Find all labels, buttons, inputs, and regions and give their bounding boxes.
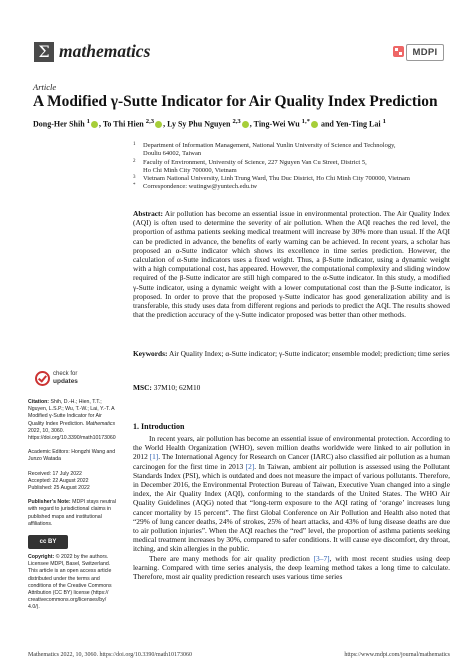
citation-doi[interactable]: 2022, 10, 3060. https://doi.org/10.3390/math10173060 [28, 427, 116, 442]
affiliation-item [133, 175, 453, 183]
text-run: . The International Agency for Research on Cancer (IARC) also classified air pollution as a human carcinogen for the first time in 2013 [133, 452, 450, 471]
keywords-text: Air Quality Index; α-Sutte indicator; γ-Sutte indicator; ensemble model; prediction; time series [168, 349, 450, 358]
author-name[interactable]: Ly Sy Phu Nguyen [167, 119, 231, 129]
citation-text: Shih, D.-H.; Hien, T.T.; Nguyen, L.S.P.; Wu, T.-W.; Lai, Y.-T. A Modified γ-Sutte Indicator for Air Quality Index Prediction. [28, 399, 115, 427]
author-affil-sup: 1 [382, 118, 386, 125]
paragraph [133, 554, 450, 582]
publisher-note [28, 499, 118, 528]
citation-journal: Mathematics [85, 420, 116, 427]
msc-text: 37M10; 62M10 [153, 383, 201, 392]
footer-journal-link[interactable]: https://www.mdpi.com/journal/mathematics [344, 652, 450, 658]
affiliation-line: Ho Chi Minh City 700000, Vietnam [143, 166, 237, 174]
affiliation-item [133, 142, 453, 159]
text-run: In recent years, air pollution has become an essential issue of environmental protection. According to the World Health Organization (WHO), seven million deaths worldwide were linked to air pollution in 2012 [133, 434, 450, 462]
orcid-icon[interactable] [242, 121, 249, 128]
footer-citation: Mathematics 2022, 10, 3060. https://doi.org/10.3390/math10173060 [28, 652, 193, 658]
citation-link[interactable]: [3–7] [313, 553, 330, 563]
author-affil-sup: 2,3 [232, 118, 241, 125]
affiliations [133, 142, 453, 192]
cc-license-badge-icon[interactable]: cc BY [28, 535, 68, 549]
orcid-icon[interactable] [155, 121, 162, 128]
author-name[interactable]: Dong-Her Shih [33, 119, 85, 129]
affiliation-number: 3 [133, 175, 136, 181]
publisher-note-label: Publisher’s Note: [28, 499, 71, 506]
mdpi-logo-text: MDPI [412, 47, 438, 58]
article-type: Article [33, 82, 57, 92]
citation-link[interactable]: [2] [245, 461, 255, 471]
copyright-label: Copyright: [28, 554, 55, 561]
affiliation-number: 2 [133, 158, 136, 164]
copyright-text: © 2022 by the authors. Licensee MDPI, Basel, Switzerland. This article is an open access article distributed under the terms and conditions of the Creative Commons Attribution (CC BY) license (https:// creativecommons.org/licenses/by/ 4.0/). [28, 554, 112, 611]
section-title: 1. Introduction [133, 422, 185, 431]
journal-name: mathematics [59, 41, 151, 61]
affiliation-item [133, 183, 453, 191]
accepted-date: Accepted: 22 August 2022 [28, 477, 89, 484]
abstract-text: Air pollution has become an essential issue in environmental protection. The Air Quality Index (AQI) is often used to determine the severity of air pollution. When the AQI reaches the red level, the proportion of asthma patients seeking medical treatment will increase by 30% more than usual. If the AQI can be predicted in advance, the benefits of early warning can be achieved. In recent years, a scholar has proposed an α-Sutte indicator which shows its excellence in time series prediction. However, the calculation of α-Sutte indicators uses a fixed weight. Thus, a β-Sutte indicator, using a dynamic weight with a high computational cost, has appeared. However, the computational complexity and sliding window required of the β-Sutte indicator are still high compared to the α-Sutte indicator. In this study, a modified γ-Sutte indicator, using a dynamic weight with a lower computational cost than the β-Sutte indicator, is proposed. In order to prove that the proposed γ-Sutte indicator has good generalization ability and is transferable, this study uses data from different regions and periods to predict the AQI. The results showed that the prediction accuracy of the γ-Sutte indicator proposed was better than other methods. [133, 209, 450, 320]
affiliation-number: * [133, 183, 136, 189]
dates-block [28, 471, 118, 493]
author-name[interactable]: Yen-Ting Lai [335, 119, 381, 129]
mdpi-logo-icon [393, 46, 404, 57]
author-name[interactable]: Ting-Wei Wu [253, 119, 300, 129]
affiliation-line: Department of Information Management, National Yunlin University of Science and Technology, [143, 142, 396, 149]
published-date: Published: 25 August 2022 [28, 485, 90, 492]
citation-block [28, 399, 118, 442]
keywords-label: Keywords: [133, 349, 168, 358]
paper-title: A Modified γ-Sutte Indicator for Air Quality Index Prediction [33, 93, 438, 110]
author-list: Dong-Her Shih $^1$ , To Thi Hien $^{2,3}$ , Ly Sy Phu Nguyen $^{2,3}$ , Ting-Wei Wu $^{1,*}$ and Yen-Ting Lai $^1$ [33, 118, 386, 129]
check-updates-icon [35, 371, 50, 386]
affiliation-line: Faculty of Environment, University of Science, 227 Nguyen Van Cu Street, District 5, [143, 158, 367, 166]
author-affil-sup: 1,* [301, 118, 310, 125]
journal-logo-icon: Σ [34, 42, 54, 62]
publisher-note-text: MDPI stays neutral with regard to jurisdictional claims in published maps and institutional affiliations. [28, 499, 116, 527]
check-updates-line: updates [53, 378, 78, 385]
mdpi-logo[interactable] [406, 44, 444, 61]
text-run: There are many methods for air quality prediction [149, 553, 314, 563]
orcid-icon[interactable] [91, 121, 98, 128]
citation-link[interactable]: [1] [149, 452, 159, 462]
affiliation-item [133, 159, 453, 176]
author-affil-sup: 2,3 [145, 118, 155, 125]
affiliation-line: Vietnam National University, Linh Trung Ward, Thu Duc District, Ho Chi Minh City 700000, Vietnam [143, 175, 410, 183]
received-date: Received: 17 July 2022 [28, 470, 82, 477]
author-affil-sup: 1 [86, 118, 90, 125]
msc-codes [133, 383, 450, 392]
editors-block: Academic Editors: Hongzhi Wang and Junzo Watada [28, 449, 116, 463]
check-updates-text [53, 371, 78, 386]
check-updates-line: check for [53, 371, 78, 377]
text-run: . In Taiwan, ambient air pollution is assessed using the Pollutant Standards Index (PSI), which is outdated and does not measure the impact of various pollutants. Therefore, in December 2016, the Environmental Protection Bureau of Taiwan, Executive Yuan changed into a single index, the Air Quality Index (AQI), conforming to the standards of the United States. The WHO Air Quality Guidelines (AQG) noted that “long-term exposure to the AQI rating of ‘orange’ increases lung cancer mortality by 15 percent”. The first Global Conference on Air Pollution and Health also noted that “29% of lung cancer deaths, 24% of strokes, 25% of heart attacks, and 43% of lung disease deaths are due to air pollution injuries”. When the AQI reaches the “red” level, the proportion of asthma patients seeking medical treatment increases by 30%, compared to safer conditions. It will cause eye discomfort, dry throat, itching, and skin allergies in the public. [133, 461, 450, 554]
copyright-block [28, 554, 118, 612]
affiliation-line: Douliu 64002, Taiwan [143, 150, 202, 158]
abstract-label: Abstract: [133, 209, 163, 218]
text-run: , with most recent studies using deep learning. Compared with time series analysis, the deep learning method takes a long time to calculate. Therefore, most air quality prediction research uses various time series [133, 553, 450, 582]
author-name[interactable]: To Thi Hien [102, 119, 144, 129]
keywords [133, 349, 450, 358]
orcid-icon[interactable] [311, 121, 318, 128]
paragraph [133, 434, 450, 554]
affiliation-number: 1 [133, 142, 136, 147]
sidebar [28, 399, 118, 619]
msc-label: MSC: [133, 383, 152, 392]
abstract [133, 209, 450, 319]
citation-label: Citation: [28, 399, 50, 405]
introduction-body [133, 434, 450, 581]
correspondence-line[interactable]: Correspondence: wutingw@yuntech.edu.tw [143, 183, 258, 191]
